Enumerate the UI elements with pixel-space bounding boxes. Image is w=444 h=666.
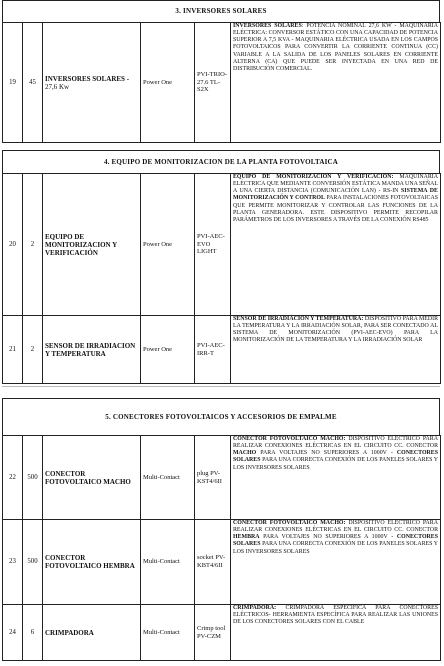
description: EQUIPO DE MONITORIZACIÓN Y VERIFICACIÓN: MAQUINARIA ELÉCTRICA QUE MEDIANTE CONVERSIÓN ESTÁTICA MANDA UNA SEÑAL A UNA CIERTA DISTANCIA (COMUNICACIÓN LAN) - RS-IN SISTEMA DE MONITORIZACIÓN Y CONTROL PARA INSTALACIONES FOTOVOLTAICAS QUE PERMITE MONITORIZAR Y CONTROLAR LAS FUNCIONES DE LA PLANTA GENERADORA. ESTE DISPOSITIVO PERMITE RECOPILAR PARÁMETROS DE LOS INVERSORES A TRAVÉS DE LA CONEXIÓN RS485: [231, 174, 441, 316]
item-number: 24: [3, 605, 23, 661]
brand: Power One: [141, 23, 195, 143]
table-conectores: [2, 435, 441, 661]
quantity: 6: [23, 605, 43, 661]
table-row: [3, 436, 441, 520]
section-header-inversores: 3. INVERSORES SOLARES: [2, 0, 440, 23]
product-name: CRIMPADORA: [43, 605, 141, 661]
table-row: [3, 23, 441, 143]
quantity: 500: [23, 520, 43, 605]
model: PVI-AEC-IRR-T: [195, 316, 231, 384]
item-number: 19: [3, 23, 23, 143]
product-name: CONECTOR FOTOVOLTAICO MACHO: [43, 436, 141, 520]
product-name: EQUIPO DE MONITORIZACION Y VERIFICACIÓN: [43, 174, 141, 316]
section-divider: [2, 386, 440, 387]
quantity: 2: [23, 316, 43, 384]
description: INVERSORES SOLARES: POTENCIA NOMINAL 27,6 KW - MAQUINARIA ELÉCTRICA: CONVERSOR ESTÁTICO CON UNA CAPACIDAD DE POTENCIA SUPERIOR A 7,5 KVA - MAQUINARIA ELÉCTRICA USADA EN LOS CAMPOS FOTOVOLTAICOS PARA CONVERTIR LA CORRIENTE CONTINUA (CC) VARIABLE A LA SALIDA DE LOS PANELES SOLARES EN CORRIENTE ALTERNA (CA) QUE PUEDE SER INYECTADA EN UNA RED DE DISTRIBUCIÓN COMERCIAL.: [231, 23, 441, 143]
product-name: CONECTOR FOTOVOLTAICO HEMBRA: [43, 520, 141, 605]
quantity: 45: [23, 23, 43, 143]
model: PVI-AEC-EVO LIGHT: [195, 174, 231, 316]
product-name: SENSOR DE IRRADIACION Y TEMPERATURA: [43, 316, 141, 384]
brand: Power One: [141, 174, 195, 316]
item-number: 21: [3, 316, 23, 384]
table-inversores: [2, 22, 441, 143]
model: Crimp tool PV-CZM: [195, 605, 231, 661]
product-name: INVERSORES SOLARES - 27,6 Kw: [43, 23, 141, 143]
brand: Multi-Contact: [141, 436, 195, 520]
table-row: [3, 316, 441, 384]
item-number: 23: [3, 520, 23, 605]
description: CONECTOR FOTOVOLTAICO MACHO: DISPOSITIVO ELÉCTRICO PARA REALIZAR CONEXIONES ELÉCTRICAS EN EL CIRCUITO CC. CONECTOR MACHO PARA VOLTAJES NO SUPERIORES A 1000V - CONECTORES SOLARES PARA UNA CORRECTA CONEXIÓN DE LOS PANELES SOLARES Y LOS INVERSORES SOLARES: [231, 436, 441, 520]
model: PVI-TRIO-27.6 TL-S2X: [195, 23, 231, 143]
brand: Multi-Contact: [141, 520, 195, 605]
table-row: [3, 174, 441, 316]
section-header-conectores: 5. CONECTORES FOTOVOLTAICOS Y ACCESORIOS DE EMPALME: [2, 398, 440, 436]
brand: Multi-Contact: [141, 605, 195, 661]
description: CRIMPADORA: CRIMPADORA ESPECÍFICA PARA CONECTORES ELÉCTRICOS- HERRAMIENTA ESPECÍFICA PARA REALIZAR LAS UNIONES DE LOS CONECTORES SOLARES CON EL CABLE: [231, 605, 441, 661]
model: socket PV-KBT4/6II: [195, 520, 231, 605]
quantity: 2: [23, 174, 43, 316]
brand: Power One: [141, 316, 195, 384]
section-header-monitorizacion: 4. EQUIPO DE MONITORIZACION DE LA PLANTA FOTOVOLTAICA: [2, 150, 440, 174]
description: CONECTOR FOTOVOLTAICO MACHO: DISPOSITIVO ELÉCTRICO PARA REALIZAR CONEXIONES ELÉCTRICAS EN EL CIRCUITO CC. CONECTOR HEMBRA PARA VOLTAJES NO SUPERIORES A 1000V - CONECTORES SOLARES PARA UNA CORRECTA CONEXIÓN DE LOS PANELES SOLARES Y LOS INVERSORES SOLARES: [231, 520, 441, 605]
quantity: 500: [23, 436, 43, 520]
model: plug PV-KST4/6II: [195, 436, 231, 520]
table-row: [3, 520, 441, 605]
item-number: 20: [3, 174, 23, 316]
item-number: 22: [3, 436, 23, 520]
table-monitorizacion: [2, 173, 441, 384]
table-row: [3, 605, 441, 661]
description: SENSOR DE IRRADIACIÓN Y TEMPERATURA: DISPOSITIVO PARA MEDIR LA TEMPERATURA Y LA IRRADIACIÓN SOLAR, PARA SER CONECTADO AL SISTEMA DE MONITORIZACIÓN (PVI-AEC-EVO) PARA LA MONITORIZACIÓN DE LA TEMPERATURA Y LA IRRADIACIÓN SOLAR: [231, 316, 441, 384]
